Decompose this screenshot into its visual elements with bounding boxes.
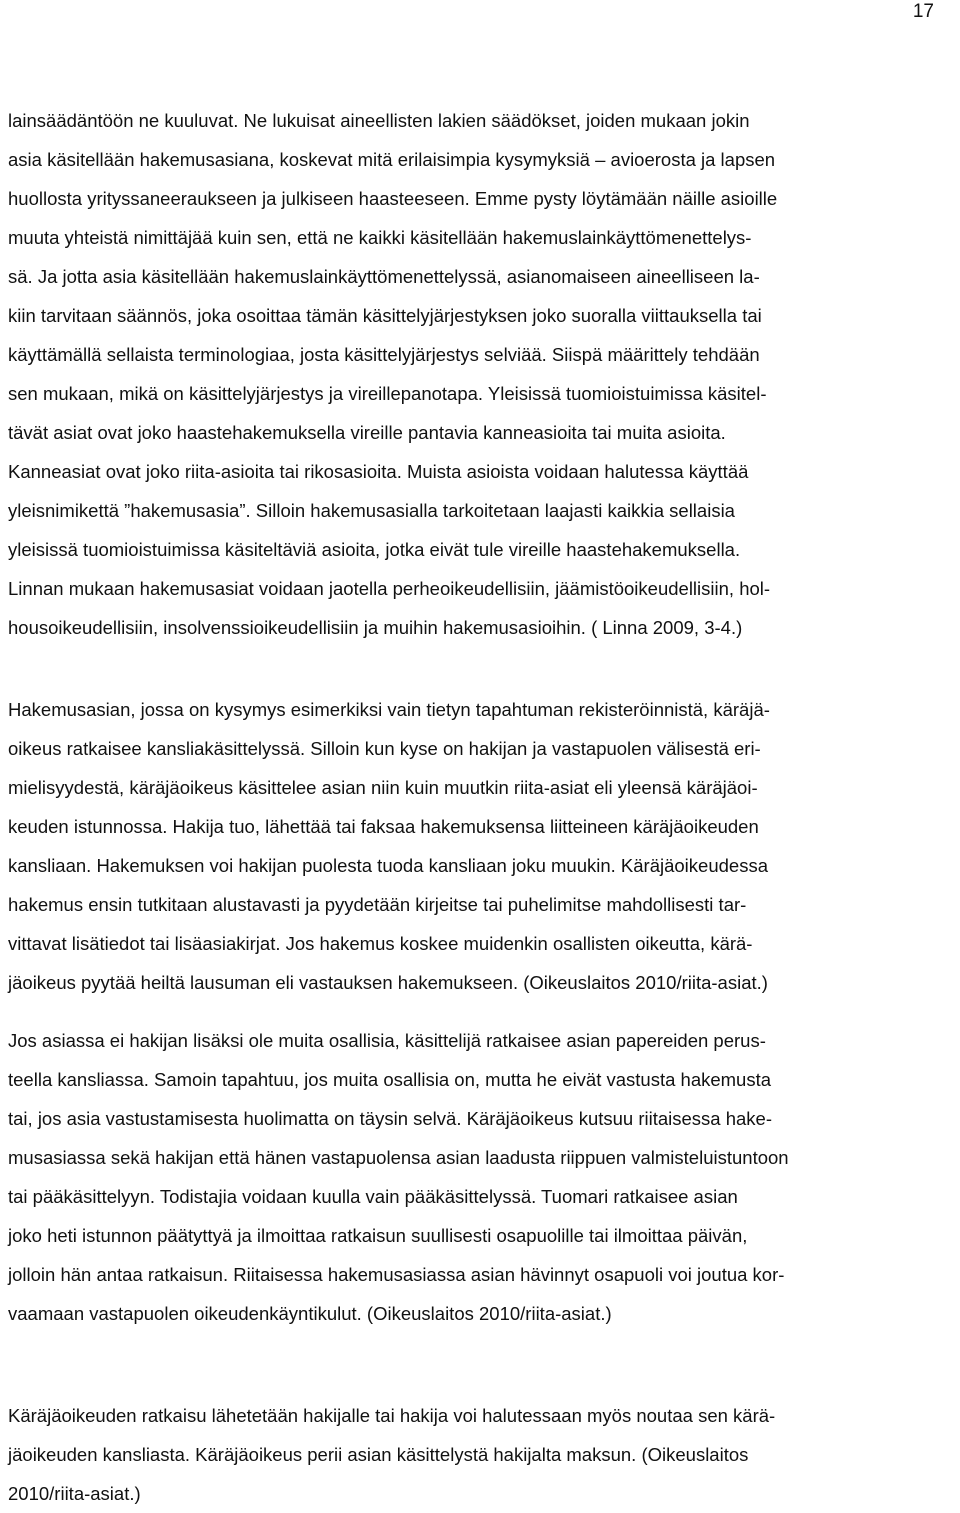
text-line: jolloin hän antaa ratkaisun. Riitaisessa hakemusasiassa asian hävinnyt osapuoli voi joutua kor- — [8, 1264, 785, 1285]
text-line: musasiassa sekä hakijan että hänen vastapuolensa asian laadusta riippuen valmisteluistuntoon — [8, 1147, 789, 1168]
text-line: Jos asiassa ei hakijan lisäksi ole muita osallisia, käsittelijä ratkaisee asian papereiden perus- — [8, 1030, 766, 1051]
text-line: tai pääkäsittelyyn. Todistajia voidaan kuulla vain pääkäsittelyssä. Tuomari ratkaisee asian — [8, 1186, 738, 1207]
text-line: keuden istunnossa. Hakija tuo, lähettää tai faksaa hakemuksensa liitteineen käräjäoikeuden — [8, 816, 759, 837]
text-line: kansliaan. Hakemuksen voi hakijan puolesta tuoda kansliaan joku muukin. Käräjäoikeudessa — [8, 855, 768, 876]
text-line: jäoikeuden kansliasta. Käräjäoikeus perii asian käsittelystä hakijalta maksun. (Oikeuslaitos — [8, 1444, 749, 1465]
text-line: lainsäädäntöön ne kuuluvat. Ne lukuisat aineellisten lakien säädökset, joiden mukaan jokin — [8, 110, 750, 131]
page-number: 17 — [912, 1, 934, 22]
text-line: hakemus ensin tutkitaan alustavasti ja pyydetään kirjeitse tai puhelimitse mahdollisesti tar- — [8, 894, 747, 915]
paragraph-3 — [8, 1021, 956, 1333]
text-line: oikeus ratkaisee kansliakäsittelyssä. Silloin kun kyse on hakijan ja vastapuolen välisestä eri- — [8, 738, 761, 759]
text-line: Linnan mukaan hakemusasiat voidaan jaotella perheoikeudellisiin, jäämistöoikeudellisiin, hol- — [8, 578, 771, 599]
text-line: mielisyydestä, käräjäoikeus käsittelee asian niin kuin muutkin riita-asiat eli yleensä käräjäoi- — [8, 777, 758, 798]
text-line: jäoikeus pyytää heiltä lausuman eli vastauksen hakemukseen. (Oikeuslaitos 2010/riita-asiat.) — [8, 972, 768, 993]
text-line: tai, jos asia vastustamisesta huolimatta on täysin selvä. Käräjäoikeus kutsuu riitaisessa hake- — [8, 1108, 773, 1129]
text-line: housoikeudellisiin, insolvenssioikeudellisiin ja muihin hakemusasioihin. ( Linna 2009, 3-4.) — [8, 617, 743, 638]
paragraph-2 — [8, 690, 956, 1002]
paragraph-1 — [8, 101, 956, 647]
text-line: käyttämällä sellaista terminologiaa, josta käsittelyjärjestys selviää. Siispä määrittely tehdään — [8, 344, 760, 365]
text-line: vaamaan vastapuolen oikeudenkäyntikulut. (Oikeuslaitos 2010/riita-asiat.) — [8, 1303, 612, 1324]
text-line: Käräjäoikeuden ratkaisu lähetetään hakijalle tai hakija voi halutessaan myös noutaa sen kärä- — [8, 1405, 776, 1426]
text-line: huollosta yrityssaneeraukseen ja julkiseen haasteeseen. Emme pysty löytämään näille asioille — [8, 188, 778, 209]
text-line: Hakemusasian, jossa on kysymys esimerkiksi vain tietyn tapahtuman rekisteröinnistä, käräjä- — [8, 699, 770, 720]
text-line: teella kansliassa. Samoin tapahtuu, jos muita osallisia on, mutta he eivät vastusta hakemusta — [8, 1069, 772, 1090]
text-line: vittavat lisätiedot tai lisäasiakirjat. Jos hakemus koskee muidenkin osallisten oikeutta, kärä- — [8, 933, 753, 954]
text-line: yleisnimikettä ”hakemusasia”. Silloin hakemusasialla tarkoitetaan laajasti kaikkia sellaisia — [8, 500, 735, 521]
text-line: Kanneasiat ovat joko riita-asioita tai rikosasioita. Muista asioista voidaan halutessa käyttää — [8, 461, 749, 482]
text-line: asia käsitellään hakemusasiana, koskevat mitä erilaisimpia kysymyksiä – avioerosta ja lapsen — [8, 149, 776, 170]
text-line: muuta yhteistä nimittäjää kuin sen, että ne kaikki käsitellään hakemuslainkäyttömenettelys- — [8, 227, 752, 248]
text-line: 2010/riita-asiat.) — [8, 1483, 141, 1504]
text-line: sen mukaan, mikä on käsittelyjärjestys ja vireillepanotapa. Yleisissä tuomioistuimissa käsitel- — [8, 383, 767, 404]
text-line: joko heti istunnon päätyttyä ja ilmoittaa ratkaisun suullisesti osapuolille tai ilmoittaa päivän, — [8, 1225, 748, 1246]
text-line: kiin tarvitaan säännös, joka osoittaa tämän käsittelyjärjestyksen joko suoralla viittauksella tai — [8, 305, 762, 326]
paragraph-4 — [8, 1396, 956, 1513]
text-line: yleisissä tuomioistuimissa käsiteltäviä asioita, jotka eivät tule vireille haastehakemuksella. — [8, 539, 741, 560]
text-line: tävät asiat ovat joko haastehakemuksella vireille pantavia kanneasioita tai muita asioita. — [8, 422, 726, 443]
text-line: sä. Ja jotta asia käsitellään hakemuslainkäyttömenettelyssä, asianomaiseen aineelliseen la- — [8, 266, 760, 287]
